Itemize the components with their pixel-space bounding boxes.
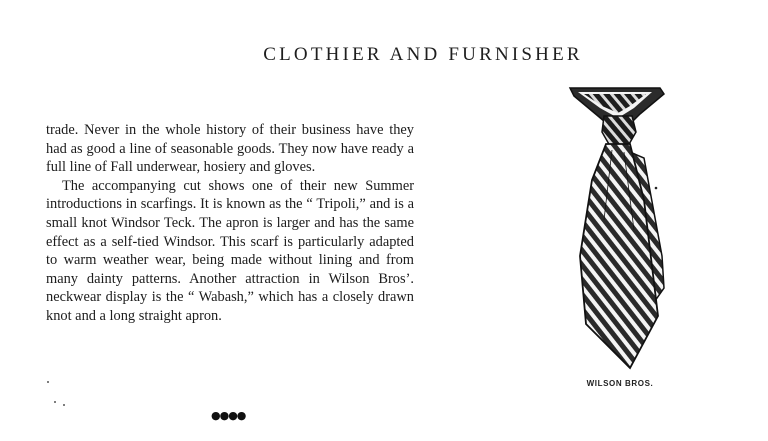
print-speck [47,381,49,383]
running-header [0,44,768,66]
figure-caption: WILSON BROS. [586,379,654,388]
necktie-illustration [560,80,680,380]
section-ornament: ●●●● [211,409,246,422]
print-speck [63,404,65,406]
paragraph-2: The accompanying cut shows one of their new Summer introductions in scarfings. It is known as the “ Tripoli,” and is a small knot Windsor Teck. The apron is larger and has the same effect as a self-tied Windsor. This scarf is particularly adapted to warm weather wear, being made without lining and from many dainty patterns. Another attraction in Wilson Bros’. neckwear display is the “ Wabash,” which has a closely drawn knot and a long straight apron. [46,177,414,324]
article-body [46,121,414,326]
page-title: CLOTHIER AND FURNISHER [263,44,583,65]
paragraph-1: trade. Never in the whole history of their business have they had as good a line of seasonable goods. They now have ready a full line of Fall underwear, hosiery and gloves. [46,122,414,176]
print-speck [54,401,56,403]
